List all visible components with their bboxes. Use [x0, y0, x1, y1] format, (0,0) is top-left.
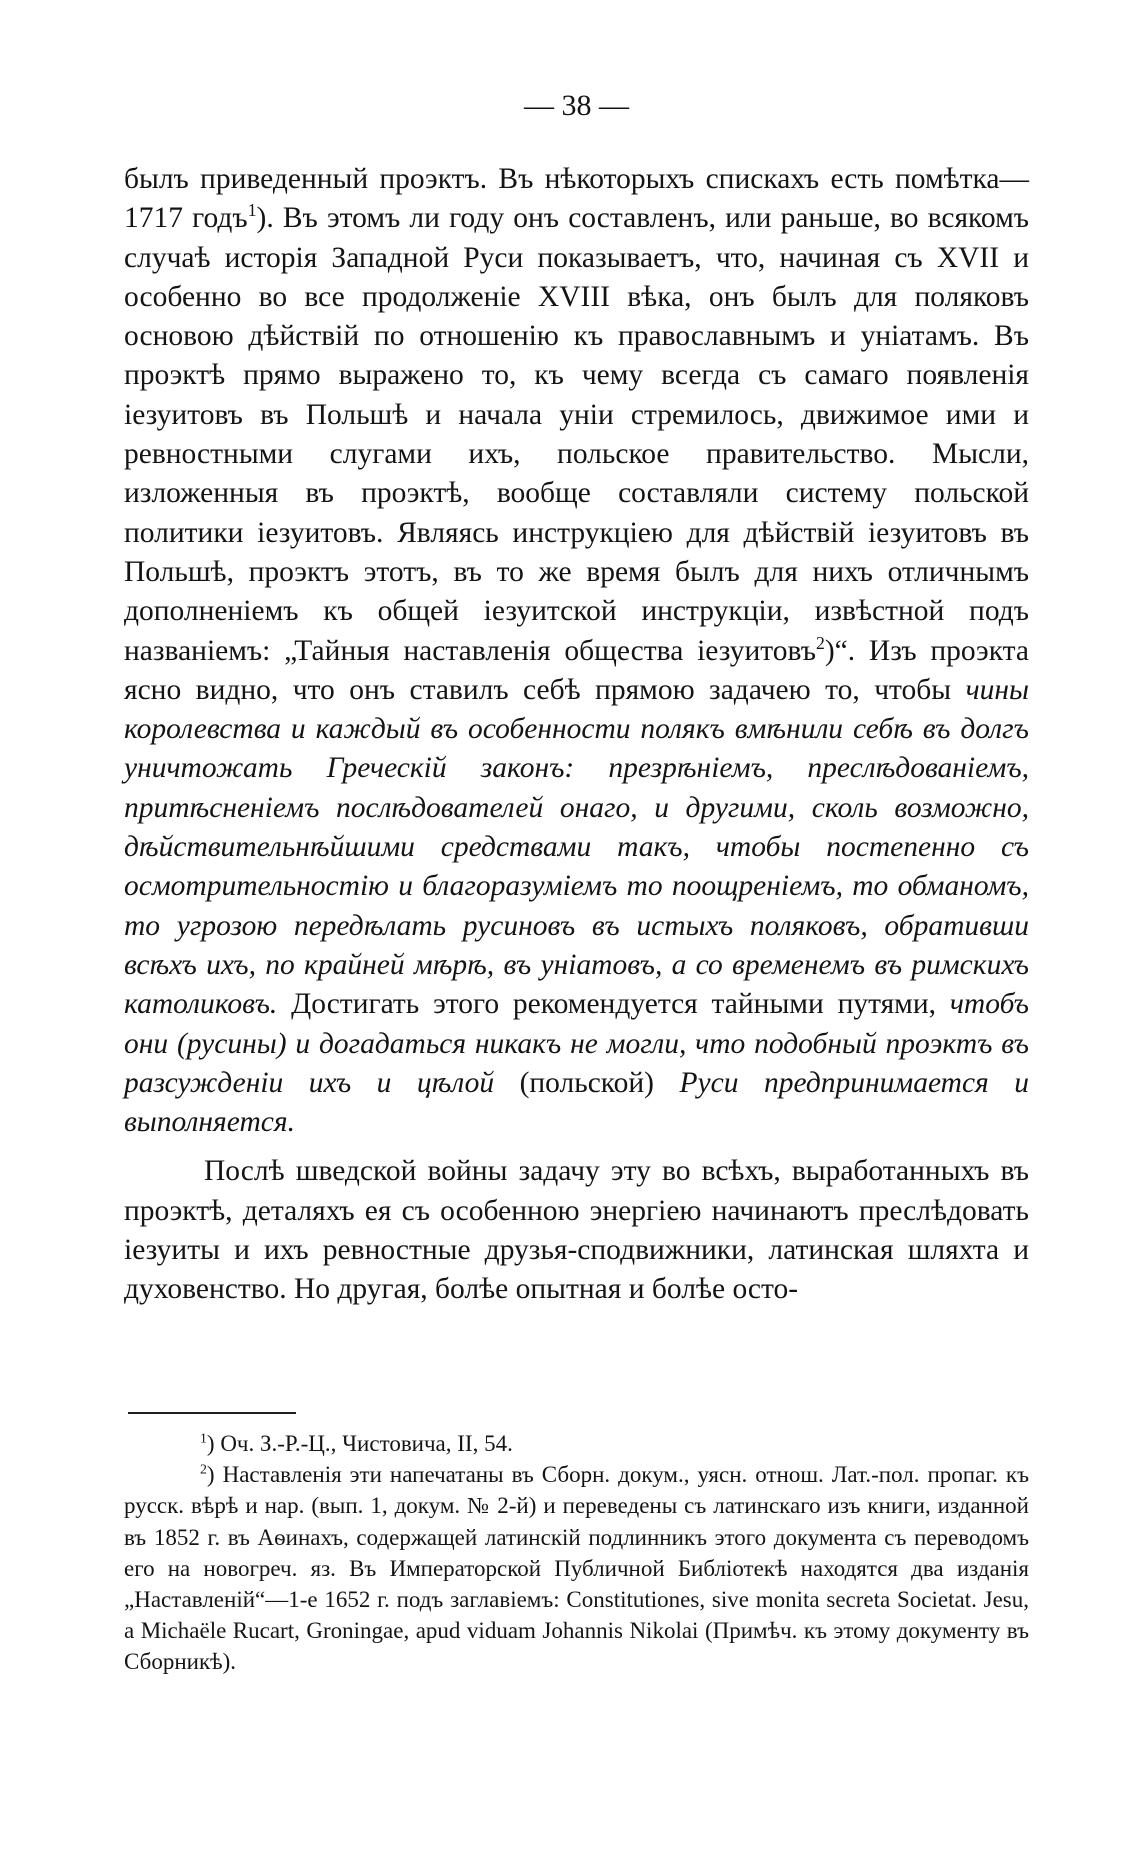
italic-quote: чины королевства и каждый въ особенности полякъ вмѣнили себѣ въ долгъ уничтожать Греческій законъ: презрѣніемъ, преслѣдованіемъ, притѣсненіемъ послѣдователей онаго, и другими, сколь возможно, дѣйствительнѣйшими средствами такъ, чтобы постепенно съ осмотрительностію и благоразуміемъ то поощреніемъ, то обманомъ, то угрозою передѣлать русиновъ въ истыхъ поляковъ, обративши всѣхъ ихъ, по крайней мѣрѣ, въ уніатовъ, а со временемъ въ римскихъ католиковъ. — [124, 673, 1029, 1021]
footnote-2 — [124, 1459, 1029, 1677]
footnote-mark: 2 — [200, 1461, 207, 1477]
text-run: былъ приведенный проэктъ. Въ нѣкоторыхъ спискахъ есть помѣтка—1717 годъ — [124, 163, 1029, 235]
text-run: )“. Изъ проэкта ясно видно, что онъ ставилъ себѣ прямою задачею то, чтобы — [124, 634, 1029, 706]
italic-quote: Руси предпринимается и выполняется. — [124, 1066, 1030, 1139]
book-page — [124, 0, 1029, 1872]
paragraph-2: Послѣ шведской войны задачу эту во всѣхъ, выработанныхъ въ проэктѣ, деталяхъ ея съ особенною энергіею начинаютъ преслѣдовать іезуиты и ихъ ревностные друзья-сподвижники, латинская шляхта и духовенство. Но другая, болѣе опытная и болѣе осто- — [124, 1155, 1029, 1306]
text-run: ). Въ этомъ ли году онъ составленъ, или раньше, во всякомъ случаѣ исторія Западной Руси показываетъ, что, начиная съ XVII и особенно во все продолженіе XVIII вѣка, онъ былъ для поляковъ основою дѣйствій по отношенію къ православнымъ и уніатамъ. Въ проэктѣ прямо выражено то, къ чему всегда съ самаго появленія іезуитовъ въ Польшѣ и начала уніи стремилось, движимое ими и ревностными слугами ихъ, польское правительство. Мысли, изложенныя въ проэктѣ, вообще составляли систему польской политики іезуитовъ. Являясь инструкціею для дѣйствій іезуитовъ въ Польшѣ, проэктъ этотъ, въ то же время былъ для нихъ отличнымъ дополненіемъ къ общей іезуитской инструкціи, извѣстной подъ названіемъ: „Тайныя наставленія общества іезуитовъ — [124, 202, 1029, 667]
text-run: (польской) — [494, 1066, 680, 1099]
footnote-ref-1: 1 — [247, 200, 257, 221]
page-number: — 38 — — [524, 89, 629, 122]
footnote-text: ) Наставленія эти напечатаны въ Сборн. докум., уясн. отнош. Лат.-пол. пропаг. къ русск. вѣрѣ и нар. (вып. 1, докум. № 2-й) и переведены съ латинскаго изъ книги, изданной въ 1852 г. въ Аѳинахъ, содержащей латинскій подлинникъ этого документа съ переводомъ его на новогреч. яз. Въ Императорской Публичной Библіотекѣ находятся два изданія „Наставленій“—1-е 1652 г. подъ заглавіемъ: Constitutiones, sive monita secreta Societat. Jesu, a Michaële Rucart, Groningae, apud viduam Johannis Nikolai (Примѣч. къ этому документу въ Сборникѣ). — [124, 1462, 1029, 1675]
footnote-ref-2: 2 — [816, 632, 825, 653]
footnotes — [124, 1428, 1029, 1678]
paragraph-1 — [124, 160, 1029, 1142]
footnote-1 — [124, 1428, 1029, 1459]
main-text — [124, 160, 1029, 1310]
footnote-divider — [128, 1412, 296, 1414]
footnote-text: ) Оч. З.-Р.-Ц., Чистовича, II, 54. — [206, 1431, 513, 1456]
text-run: Достигать этого рекомендуется тайными путями, — [277, 988, 950, 1021]
footnote-mark: 1 — [200, 1430, 207, 1446]
italic-quote: чтобъ они (русины) и догадаться никакъ не могли, что подобный проэктъ въ разсужденіи ихъ и цѣлой — [124, 988, 1029, 1099]
